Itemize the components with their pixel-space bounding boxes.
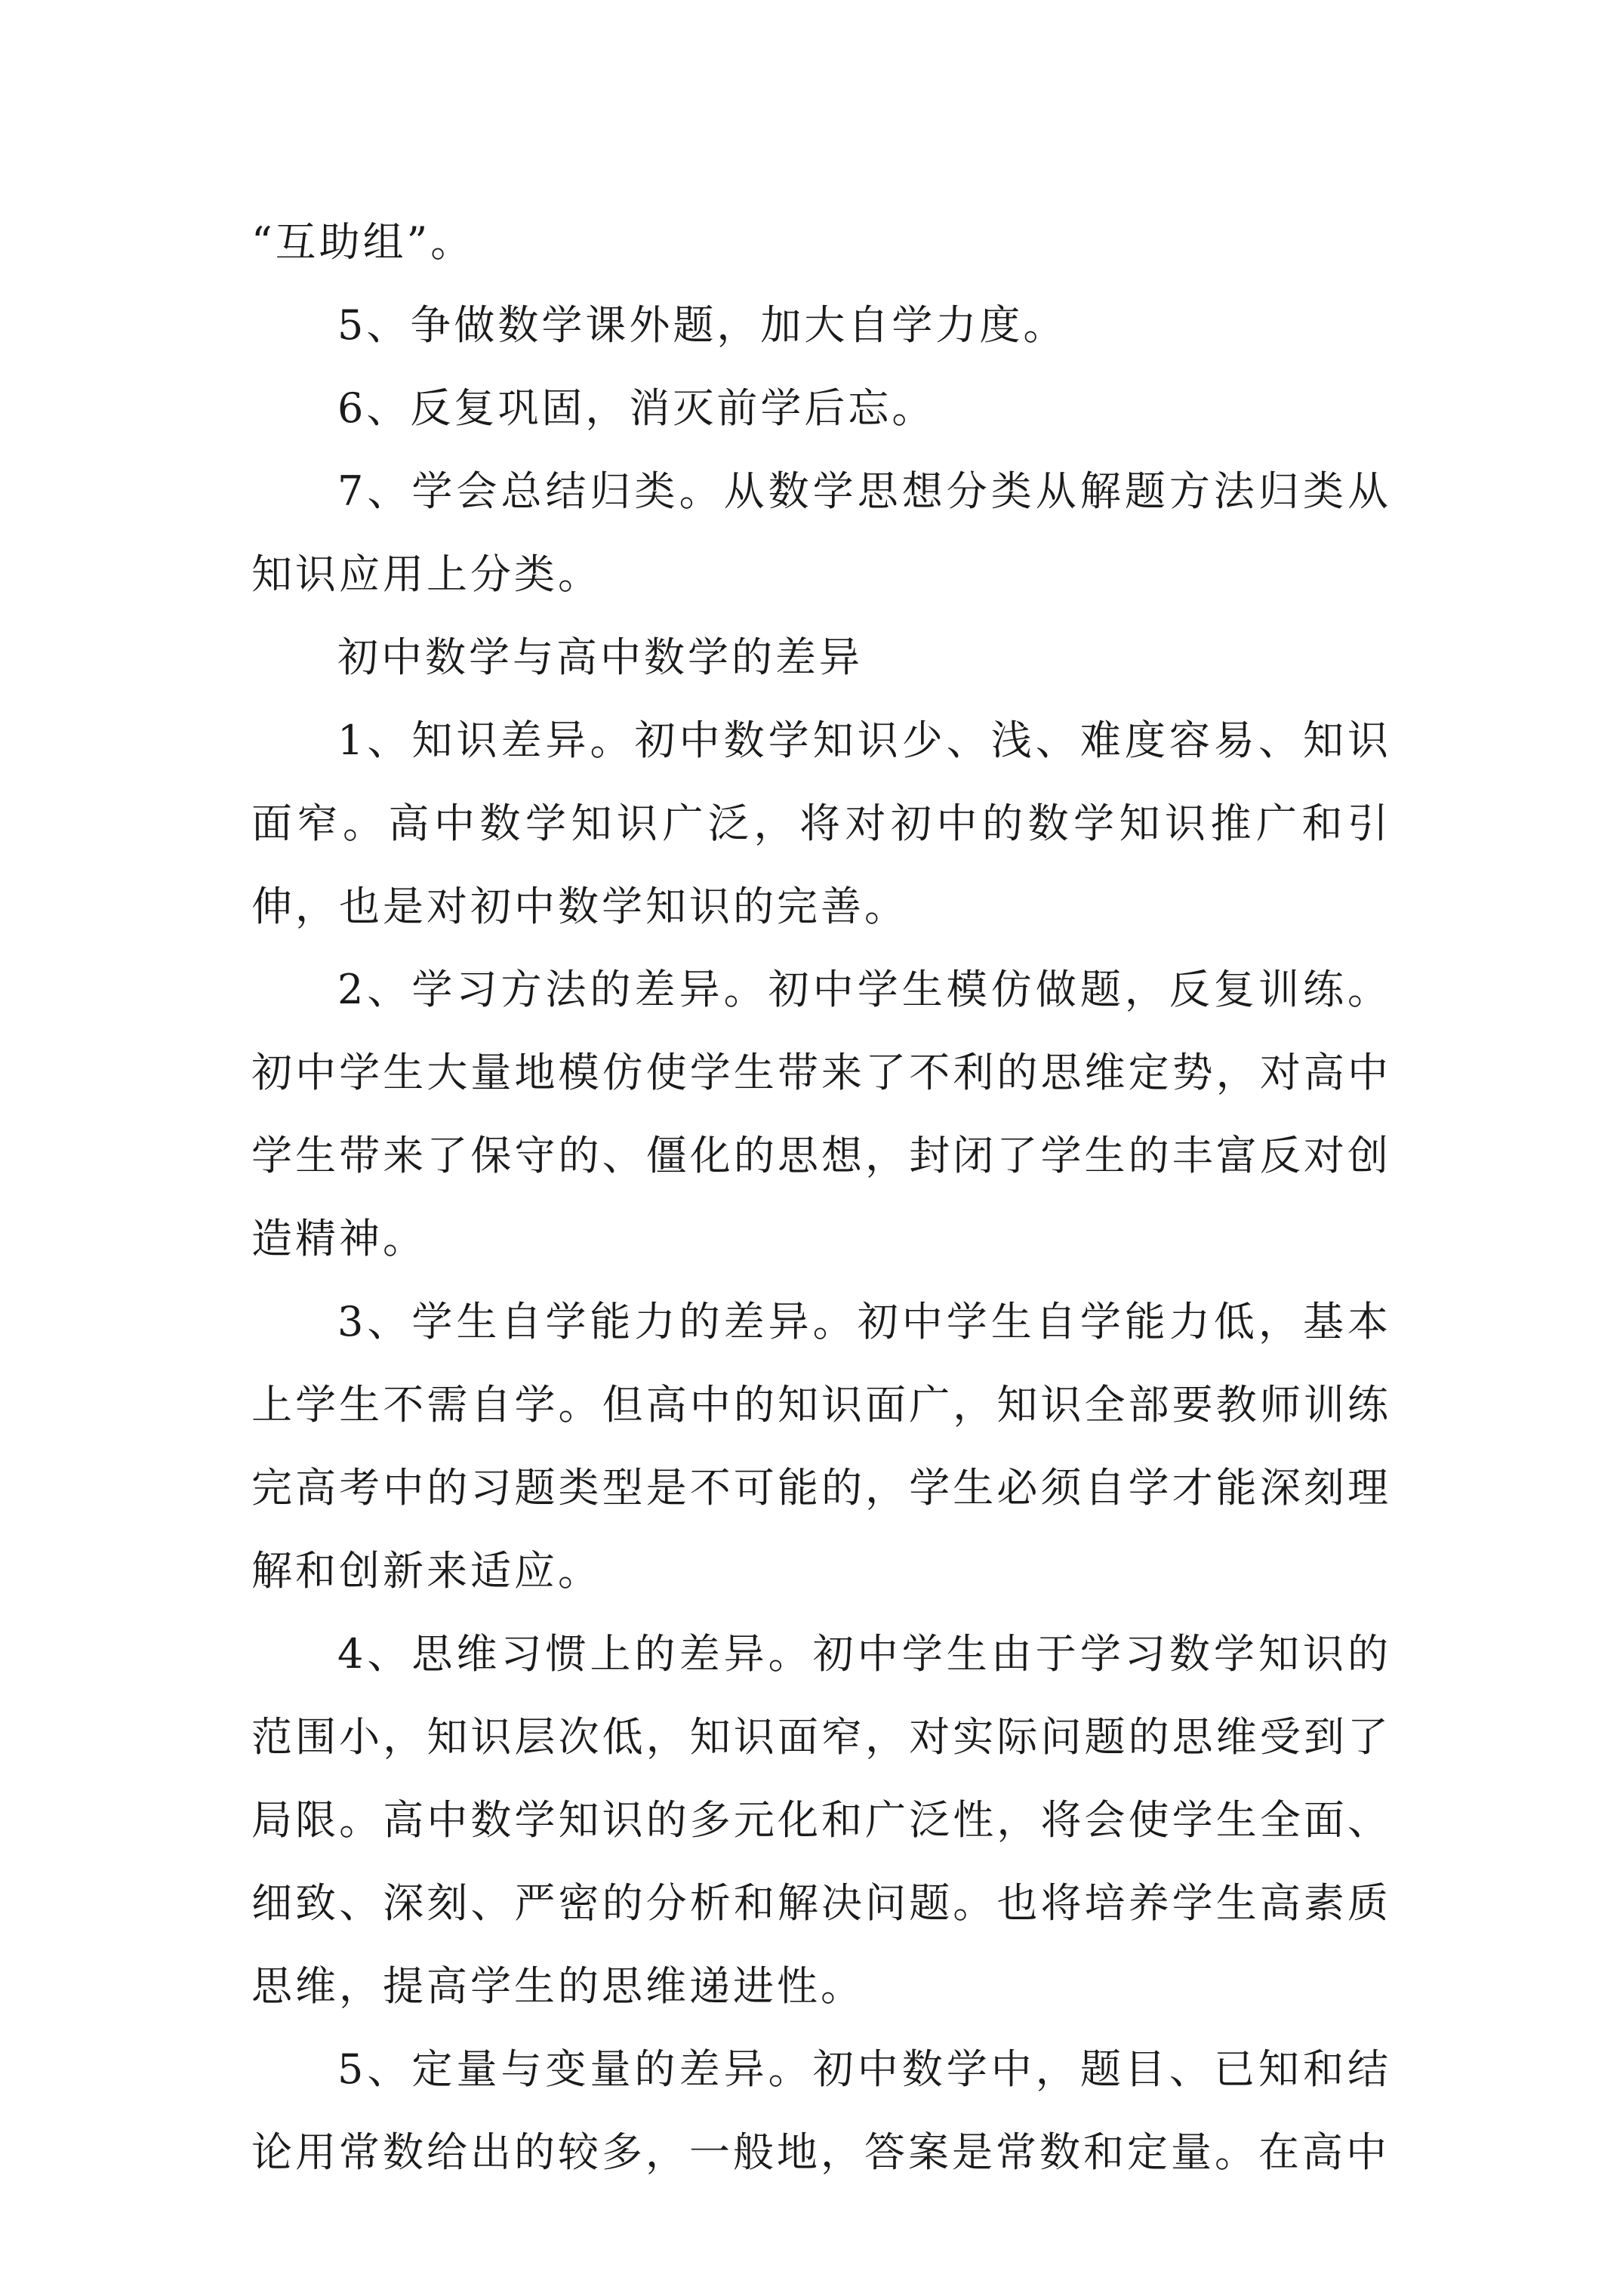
paragraph-difference-3: 3、学生自学能力的差异。初中学生自学能力低，基本上学生不需自学。但高中的知识面广，知识全部要教师训练完高考中的习题类型是不可能的，学生必须自学才能深刻理解和创新来适应。 — [251, 1298, 1391, 1595]
paragraph-difference-5: 5、定量与变量的差异。初中数学中，题目、已知和结论用常数给出的较多，一般地，答案是常数和定量。在高中 — [251, 2045, 1391, 2176]
section-heading: 初中数学与高中数学的差异 — [337, 633, 863, 681]
paragraph-item-6: 6、反复巩固，消灭前学后忘。 — [337, 384, 936, 432]
paragraph-item-7: 7、学会总结归类。从数学思想分类从解题方法归类从知识应用上分类。 — [251, 467, 1391, 598]
paragraph-difference-2: 2、学习方法的差异。初中学生模仿做题，反复训练。初中学生大量地模仿使学生带来了不利的思维定势，对高中学生带来了保守的、僵化的思想，封闭了学生的丰富反对创造精神。 — [251, 966, 1391, 1262]
paragraph-continuation: “互助组”。 — [251, 218, 475, 266]
document-body — [251, 201, 1391, 2194]
paragraph-item-5: 5、争做数学课外题，加大自学力度。 — [337, 301, 1067, 349]
paragraph-difference-4: 4、思维习惯上的差异。初中学生由于学习数学知识的范围小，知识层次低，知识面窄，对实际问题的思维受到了局限。高中数学知识的多元化和广泛性，将会使学生全面、细致、深刻、严密的分析和解决问题。也将培养学生高素质思维，提高学生的思维递进性。 — [251, 1630, 1391, 2010]
paragraph-difference-1: 1、知识差异。初中数学知识少、浅、难度容易、知识面窄。高中数学知识广泛，将对初中的数学知识推广和引伸，也是对初中数学知识的完善。 — [251, 717, 1391, 930]
